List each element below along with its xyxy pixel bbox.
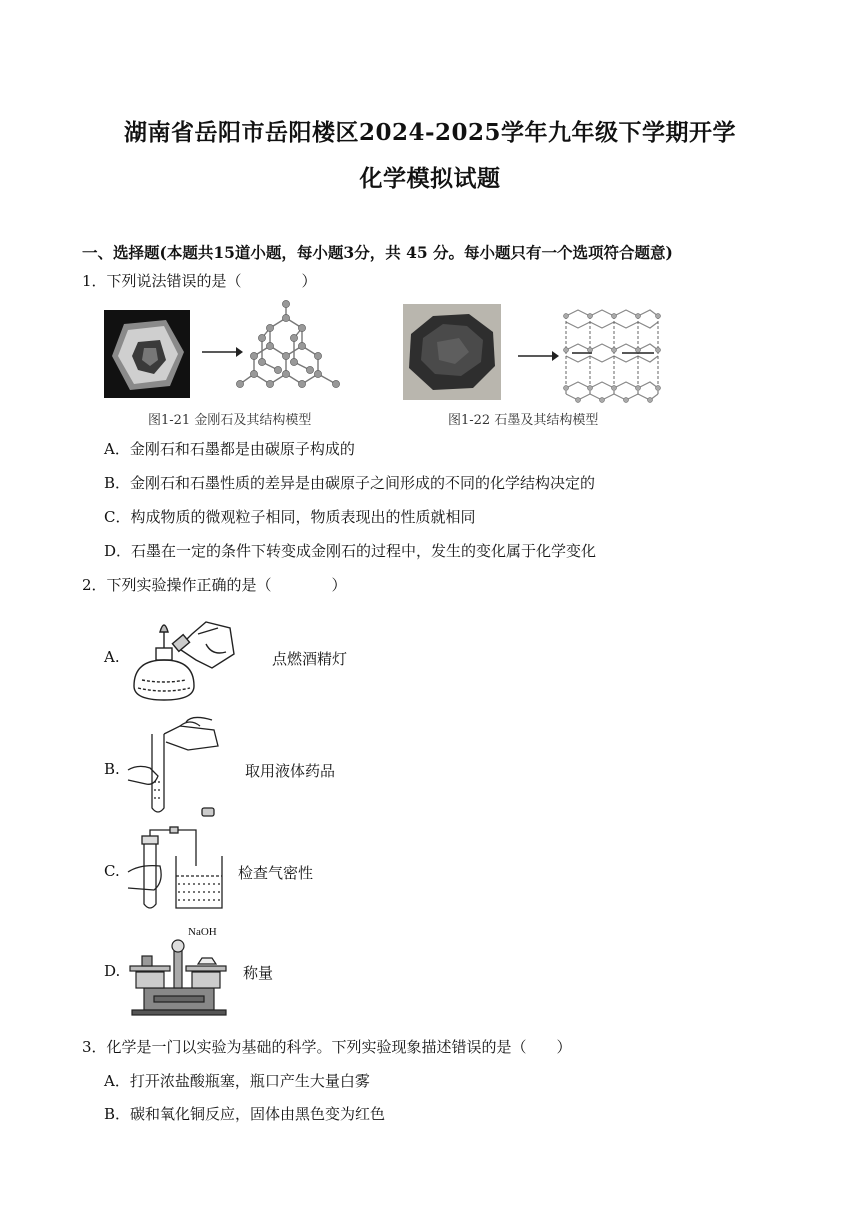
q2-option-c-text: 检查气密性 bbox=[238, 864, 314, 882]
q1-stem: 1．下列说法错误的是（ ） bbox=[82, 272, 317, 290]
q1-option-a: A．金刚石和石墨都是由碳原子构成的 bbox=[104, 440, 355, 458]
q2-option-b-text: 取用液体药品 bbox=[245, 762, 336, 780]
q2-stem: 2．下列实验操作正确的是（ ） bbox=[82, 576, 347, 594]
q1-option-c: C．构成物质的微观粒子相同，物质表现出的性质就相同 bbox=[104, 508, 476, 526]
airtightness-check-illustration bbox=[126, 826, 228, 914]
diamond-structure-model bbox=[232, 296, 350, 398]
liquid-pouring-illustration bbox=[126, 716, 224, 820]
q2-option-c-letter: C. bbox=[104, 862, 120, 880]
arrow-icon bbox=[516, 350, 560, 362]
q2-option-d-text: 称量 bbox=[243, 964, 274, 982]
page-title-line2: 化学模拟试题 bbox=[359, 165, 501, 192]
page-title-line1: 湖南省岳阳市岳阳楼区2024-2025学年九年级下学期开学 bbox=[123, 119, 737, 146]
section-heading: 一、选择题(本题共15道小题，每小题3分，共 45 分。每小题只有一个选项符合题意) bbox=[82, 243, 673, 262]
naoh-label: NaOH bbox=[188, 926, 217, 938]
figure-caption-diamond: 图1-21 金刚石及其结构模型 bbox=[148, 413, 312, 428]
q1-option-d: D．石墨在一定的条件下转变成金刚石的过程中，发生的变化属于化学变化 bbox=[104, 542, 597, 560]
q2-option-b-letter: B. bbox=[104, 760, 120, 778]
q2-option-a-letter: A. bbox=[104, 648, 120, 666]
graphite-structure-model bbox=[562, 306, 662, 410]
diamond-photo bbox=[104, 310, 190, 398]
q2-option-a-text: 点燃酒精灯 bbox=[272, 650, 348, 668]
q3-stem: 3．化学是一门以实验为基础的科学。下列实验现象描述错误的是（ ） bbox=[82, 1038, 572, 1056]
alcohol-lamp-illustration bbox=[126, 608, 238, 708]
q3-option-b: B．碳和氧化铜反应，固体由黑色变为红色 bbox=[104, 1105, 386, 1123]
q3-option-a: A．打开浓盐酸瓶塞，瓶口产生大量白雾 bbox=[104, 1072, 370, 1090]
figure-caption-graphite: 图1-22 石墨及其结构模型 bbox=[448, 413, 599, 428]
q2-option-d-letter: D. bbox=[104, 962, 121, 980]
graphite-photo bbox=[403, 304, 501, 400]
balance-scale-illustration bbox=[126, 936, 230, 1016]
q1-option-b: B．金刚石和石墨性质的差异是由碳原子之间形成的不同的化学结构决定的 bbox=[104, 474, 596, 492]
